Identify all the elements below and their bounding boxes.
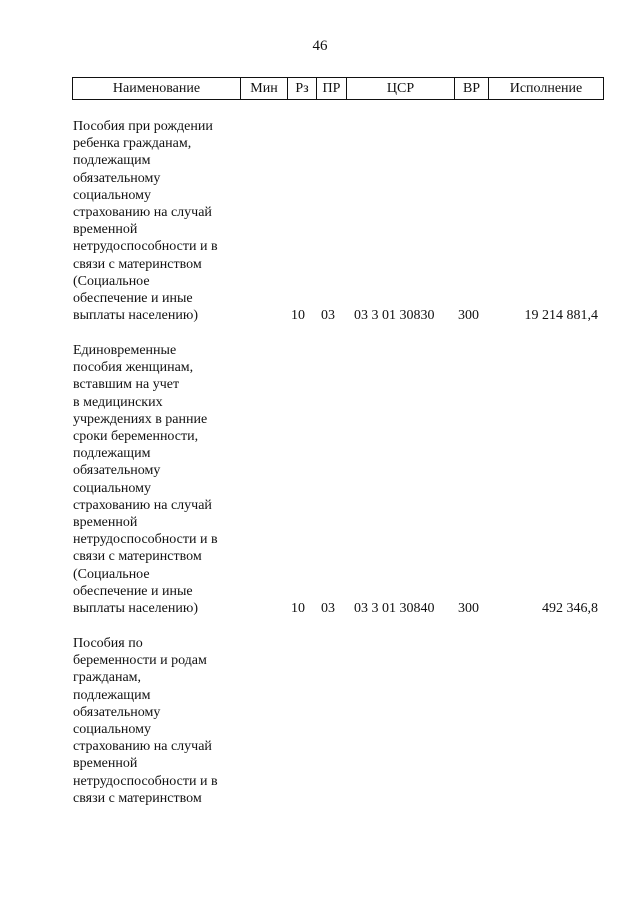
header-min: Мин (241, 78, 288, 100)
row-rz: 10 (291, 308, 305, 323)
row-vr: 300 (458, 308, 479, 323)
row-name: Пособия при рождении ребенка гражданам, подлежащим обязательному социальному страхованию на случай временной нетрудоспособности и в связи с материнством (Социальное обеспечение и иные выплаты населению) (73, 119, 218, 324)
header-name: Наименование (73, 78, 241, 100)
header-pr: ПР (317, 78, 347, 100)
header-row (73, 78, 604, 100)
row-pr: 03 (321, 308, 335, 323)
header-vr: ВР (455, 78, 489, 100)
row-exec: 19 214 881,4 (524, 308, 598, 323)
row-rz: 10 (291, 601, 305, 616)
row-csr: 03 3 01 30830 (354, 308, 435, 323)
table-header (72, 77, 604, 100)
row-exec: 492 346,8 (542, 601, 598, 616)
row-pr: 03 (321, 601, 335, 616)
row-name: Единовременные пособия женщинам, вставшим на учет в медицинских учреждениях в ранние сроки беременности, подлежащим обязательному социальному страхованию на случай временной нетрудоспособности и в связи с материнством (Социальное обеспечение и иные выплаты населению) (73, 343, 218, 617)
row-name: Пособия по беременности и родам гражданам, подлежащим обязательному социальному страхованию на случай временной нетрудоспособности и в связи с материнством (73, 636, 218, 806)
header-csr: ЦСР (347, 78, 455, 100)
header-rz: Рз (288, 78, 317, 100)
page-number: 46 (312, 38, 328, 54)
row-csr: 03 3 01 30840 (354, 601, 435, 616)
row-vr: 300 (458, 601, 479, 616)
header-exec: Исполнение (489, 78, 604, 100)
